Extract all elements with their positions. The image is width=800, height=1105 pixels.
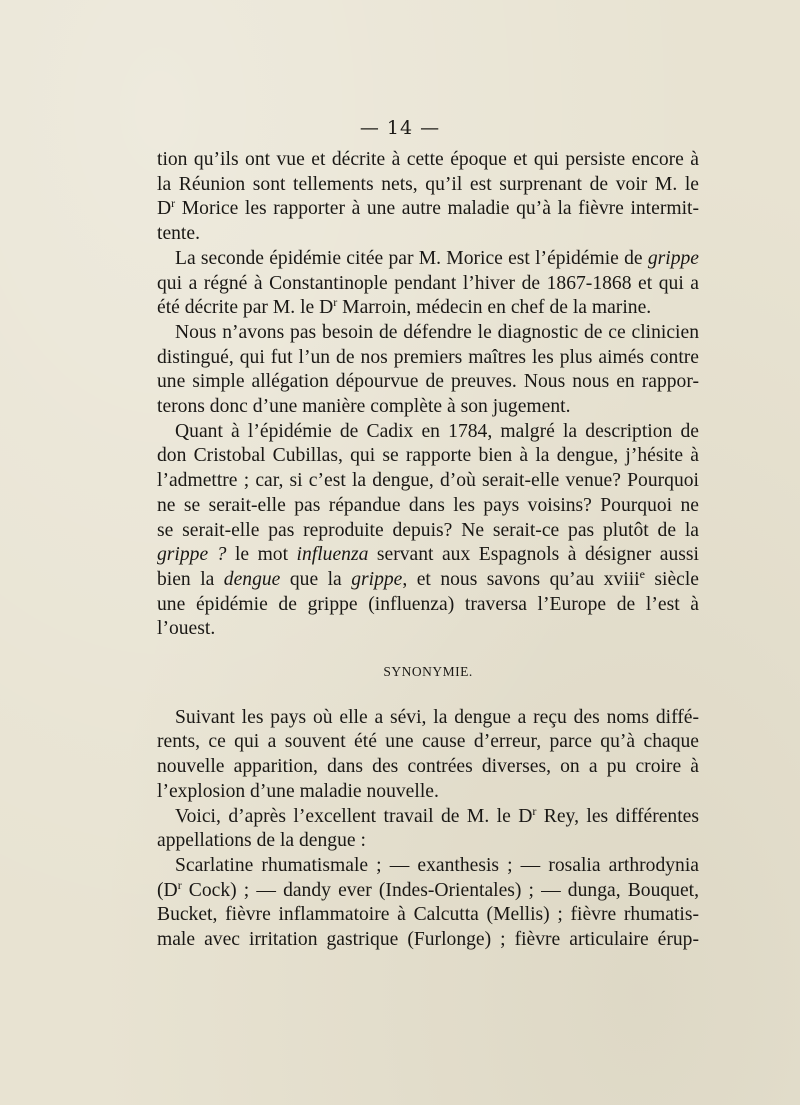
text-run: servant aux Espagnols à désigner aussi bbox=[368, 544, 699, 566]
text-line bbox=[157, 879, 699, 904]
italic-word: influenza bbox=[296, 544, 369, 566]
text-line: don Cristobal Cubillas, qui se rapporte bien à la dengue, j’hésite à bbox=[157, 445, 699, 467]
text-run: Rey, les différentes bbox=[536, 805, 699, 827]
text-line: distingué, qui fut l’un de nos premiers maîtres les plus aimés contre bbox=[157, 346, 699, 368]
paragraph bbox=[157, 247, 699, 321]
text-line: l’ouest. bbox=[157, 618, 216, 640]
paragraph bbox=[157, 420, 699, 642]
text-run: Cock) ; — dandy ever (Indes-Orientales) ; — dunga, Bouquet, bbox=[181, 879, 699, 901]
paragraph bbox=[157, 805, 699, 854]
text-line: l’explosion d’une maladie nouvelle. bbox=[157, 780, 439, 802]
text-run: siècle bbox=[644, 568, 699, 590]
text-line: Nous n’avons pas besoin de défendre le diagnostic de ce clinicien bbox=[175, 321, 699, 343]
text-line bbox=[157, 296, 699, 321]
text-line bbox=[157, 805, 699, 830]
text-run: (D bbox=[157, 879, 178, 901]
text-line: tion qu’ils ont vue et décrite à cette époque et qui persiste encore à bbox=[157, 149, 699, 170]
text-run: été décrite par M. le D bbox=[157, 297, 334, 319]
paragraph bbox=[157, 706, 699, 805]
superscript: r bbox=[171, 196, 176, 211]
page-body bbox=[157, 148, 699, 953]
text-line: une simple allégation dépourvue de preuves. Nous nous en rappor- bbox=[157, 371, 699, 393]
text-line bbox=[157, 197, 699, 222]
text-run: Voici, d’après l’excellent travail de M. le D bbox=[175, 805, 533, 827]
italic-word: dengue bbox=[223, 568, 281, 590]
text-line: Bucket, fièvre inflammatoire à Calcutta (Mellis) ; fièvre rhumatis- bbox=[157, 904, 699, 926]
section-heading: SYNONYMIE. bbox=[383, 664, 473, 680]
paragraph bbox=[157, 148, 699, 247]
text-line: ne se serait-elle pas répandue dans les pays voisins? Pourquoi ne bbox=[157, 494, 699, 516]
text-line: Scarlatine rhumatismale ; — exanthesis ; — rosalia arthrodynia bbox=[175, 854, 699, 876]
text-line: la Réunion sont tellements nets, qu’il est surprenant de voir M. le bbox=[157, 173, 699, 195]
superscript: r bbox=[532, 803, 537, 818]
text-run: le mot bbox=[226, 544, 297, 566]
text-line bbox=[157, 543, 699, 568]
text-line bbox=[157, 568, 699, 593]
text-run: bien la bbox=[157, 568, 224, 590]
text-run: D bbox=[157, 198, 172, 220]
text-line: Quant à l’épidémie de Cadix en 1784, malgré la description de bbox=[175, 420, 699, 442]
text-line: l’admettre ; car, si c’est la dengue, d’où serait-elle venue? Pourquoi bbox=[157, 470, 699, 492]
text-line: terons donc d’une manière complète à son jugement. bbox=[157, 396, 571, 418]
text-line: tente. bbox=[157, 223, 200, 245]
text-line: une épidémie de grippe (influenza) traversa l’Europe de l’est à bbox=[157, 593, 699, 615]
superscript: e bbox=[639, 566, 645, 581]
paragraph bbox=[157, 854, 699, 953]
text-line: rents, ce qui a souvent été une cause d’erreur, parce qu’à chaque bbox=[157, 731, 699, 753]
text-line bbox=[157, 247, 699, 272]
text-run: , et nous savons qu’au xviii bbox=[402, 568, 640, 590]
text-run: La seconde épidémie citée par M. Morice est l’épidémie de bbox=[175, 247, 648, 269]
text-line: male avec irritation gastrique (Furlonge) ; fièvre articulaire érup- bbox=[157, 929, 699, 951]
text-run: que la bbox=[280, 568, 352, 590]
superscript: r bbox=[177, 877, 182, 892]
text-line: nouvelle apparition, dans des contrées diverses, on a pu croire à bbox=[157, 756, 699, 778]
italic-word: grippe bbox=[351, 568, 403, 590]
italic-word: grippe bbox=[647, 247, 699, 269]
text-run: Marroin, médecin en chef de la marine. bbox=[337, 297, 652, 319]
text-line: Suivant les pays où elle a sévi, la dengue a reçu des noms diffé- bbox=[175, 706, 699, 728]
text-line: qui a régné à Constantinople pendant l’hiver de 1867-1868 et qui a bbox=[157, 272, 699, 294]
page-number: — 14 — bbox=[359, 117, 441, 139]
text-run: Morice les rapporter à une autre maladie qu’à la fièvre intermit- bbox=[175, 198, 699, 220]
text-line: se serait-elle pas reproduite depuis? Ne serait-ce pas plutôt de la bbox=[157, 519, 699, 541]
superscript: r bbox=[333, 295, 338, 310]
text-line: appellations de la dengue : bbox=[157, 830, 366, 852]
italic-word: grippe ? bbox=[157, 544, 227, 566]
paragraph bbox=[157, 321, 699, 420]
